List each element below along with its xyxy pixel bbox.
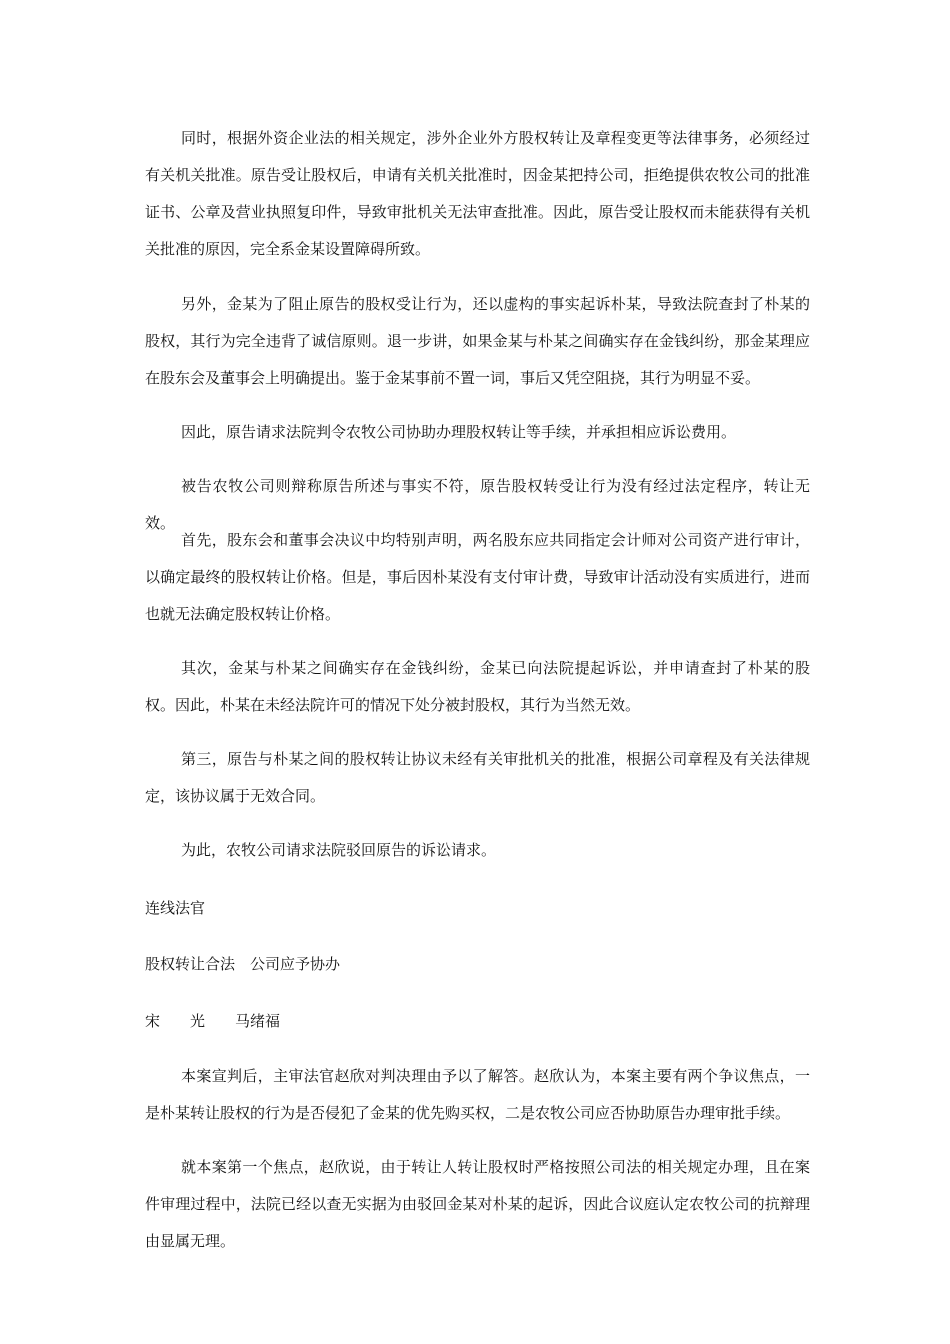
section-label: 连线法官 xyxy=(145,899,206,917)
paragraph-defendant-claim: 被告农牧公司则辩称原告所述与事实不符，原告股权转受让行为没有经过法定程序，转让无效。 xyxy=(145,477,810,532)
paragraph-approval: 同时，根据外资企业法的相关规定，涉外企业外方股权转让及章程变更等法律事务，必须经过有关机关批准。原告受让股权后，申请有关机关批准时，因金某把持公司，拒绝提供农牧公司的批准证书、公章及营业执照复印件，导致审批机关无法审查批准。因此，原告受让股权而未能获得有关机关批准的原因，完全系金某设置障碍所致。 xyxy=(145,129,810,258)
paragraph-obstruction: 另外，金某为了阻止原告的股权受让行为，还以虚构的事实起诉朴某，导致法院查封了朴某的股权，其行为完全违背了诚信原则。退一步讲，如果金某与朴某之间确实存在金钱纠纷，那金某理应在股东会及董事会上明确提出。鉴于金某事前不置一词，事后又凭空阻挠，其行为明显不妥。 xyxy=(145,295,810,387)
paragraph-plaintiff-request: 因此，原告请求法院判令农牧公司协助办理股权转让等手续，并承担相应诉讼费用。 xyxy=(181,423,737,441)
paragraph-first-point: 首先，股东会和董事会决议中均特别声明，两名股东应共同指定会计师对公司资产进行审计，以确定最终的股权转让价格。但是，事后因朴某没有支付审计费，导致审计活动没有实质进行，进而也就无法确定股权转让价格。 xyxy=(145,531,810,623)
paragraph-second-point: 其次，金某与朴某之间确实存在金钱纠纷，金某已向法院提起诉讼，并申请查封了朴某的股权。因此，朴某在未经法院许可的情况下处分被封股权，其行为当然无效。 xyxy=(145,659,810,714)
paragraph-third-point: 第三，原告与朴某之间的股权转让协议未经有关审批机关的批准，根据公司章程及有关法律规定，该协议属于无效合同。 xyxy=(145,750,810,805)
section-authors: 宋 光 马绪福 xyxy=(145,1012,281,1030)
paragraph-conclusion: 为此，农牧公司请求法院驳回原告的诉讼请求。 xyxy=(181,841,497,859)
paragraph-first-focus: 就本案第一个焦点，赵欣说，由于转让人转让股权时严格按照公司法的相关规定办理，且在案件审理过程中，法院已经以查无实据为由驳回金某对朴某的起诉，因此合议庭认定农牧公司的抗辩理由显属无理。 xyxy=(145,1158,810,1250)
section-headline: 股权转让合法 公司应予协办 xyxy=(145,955,341,973)
paragraph-judge-explanation: 本案宣判后，主审法官赵欣对判决理由予以了解答。赵欣认为，本案主要有两个争议焦点，一是朴某转让股权的行为是否侵犯了金某的优先购买权，二是农牧公司应否协助原告办理审批手续。 xyxy=(145,1067,810,1122)
